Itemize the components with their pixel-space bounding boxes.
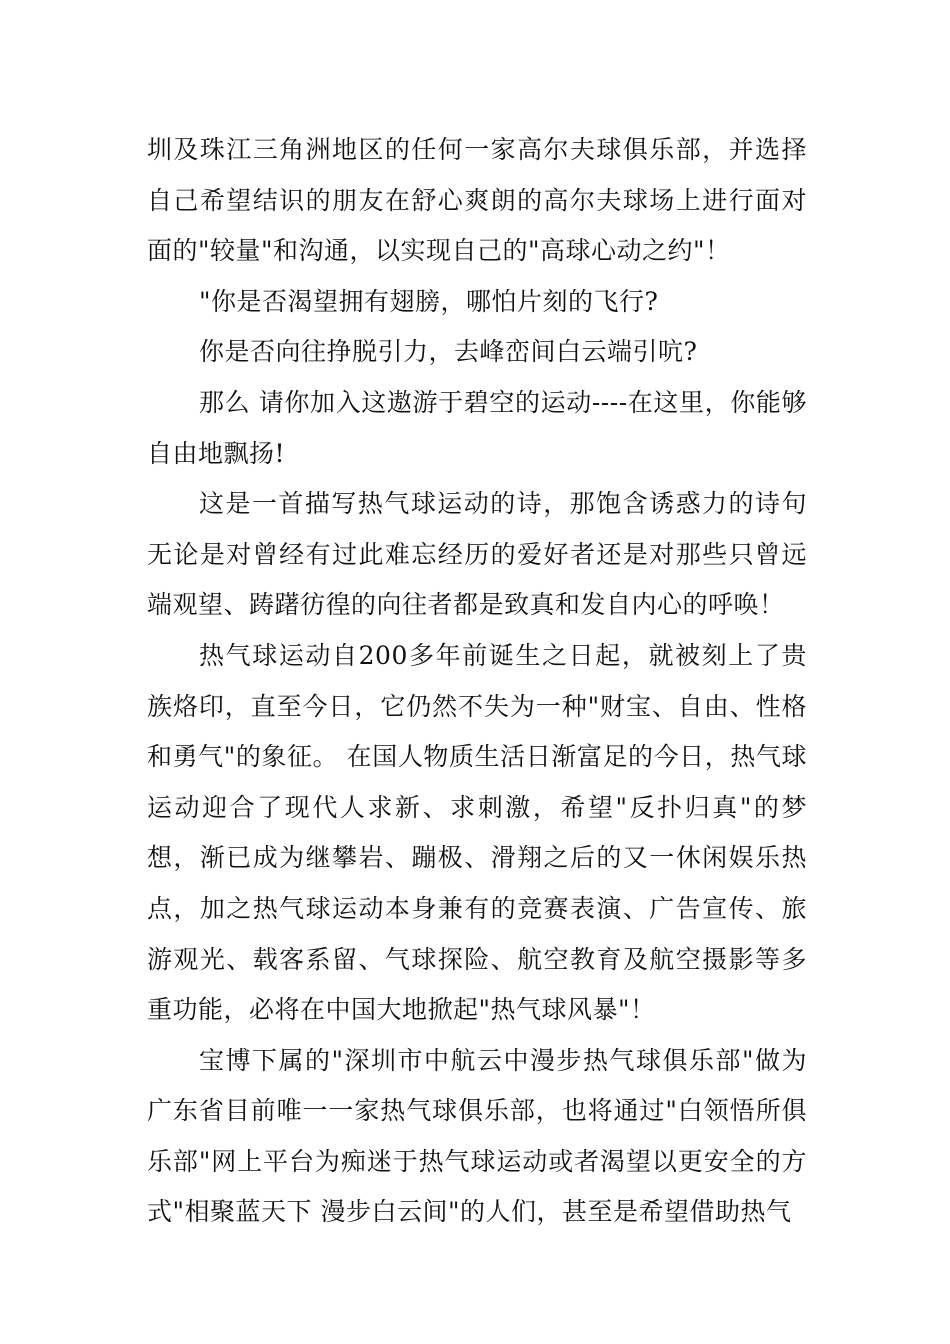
document-body (147, 125, 807, 1238)
paragraph-1: 圳及珠江三角洲地区的任何一家高尔夫球俱乐部，并选择自己希望结识的朋友在舒心爽朗的高尔夫球场上进行面对面的"较量"和沟通，以实现自己的"高球心动之约"！ (147, 135, 807, 266)
paragraph-5: 这是一首描写热气球运动的诗，那饱含诱惑力的诗句无论是对曾经有过此难忘经历的爱好者还是对那些只曾远端观望、踌躇彷徨的向往者都是致真和发自内心的呼唤！ (147, 489, 807, 620)
paragraph-4: 那么 请你加入这遨游于碧空的运动----在这里，你能够自由地飘扬! (147, 387, 807, 468)
paragraph-3: 你是否向往挣脱引力，去峰峦间白云端引吭? (199, 337, 698, 367)
paragraph-7: 宝博下属的"深圳市中航云中漫步热气球俱乐部"做为广东省目前唯一一家热气球俱乐部，也将通过"白领悟所俱乐部"网上平台为痴迷于热气球运动或者渴望以更安全的方式"相聚蓝天下 漫步白云间"的人们，甚至是希望借助热气 (147, 1045, 807, 1227)
paragraph-6: 热气球运动自200多年前诞生之日起，就被刻上了贵族烙印，直至今日，它仍然不失为一种"财宝、自由、性格和勇气"的象征。 在国人物质生活日渐富足的今日，热气球运动迎合了现代人求新、求刺激，希望"反扑归真"的梦想，渐已成为继攀岩、蹦极、滑翔之后的又一休闲娱乐热点，加之热气球运动本身兼有的竞赛表演、广告宣传、旅游观光、载客系留、气球探险、航空教育及航空摄影等多重功能，必将在中国大地掀起"热气球风暴"！ (147, 640, 807, 1025)
paragraph-2: "你是否渴望拥有翅膀，哪怕片刻的飞行? (199, 286, 659, 316)
